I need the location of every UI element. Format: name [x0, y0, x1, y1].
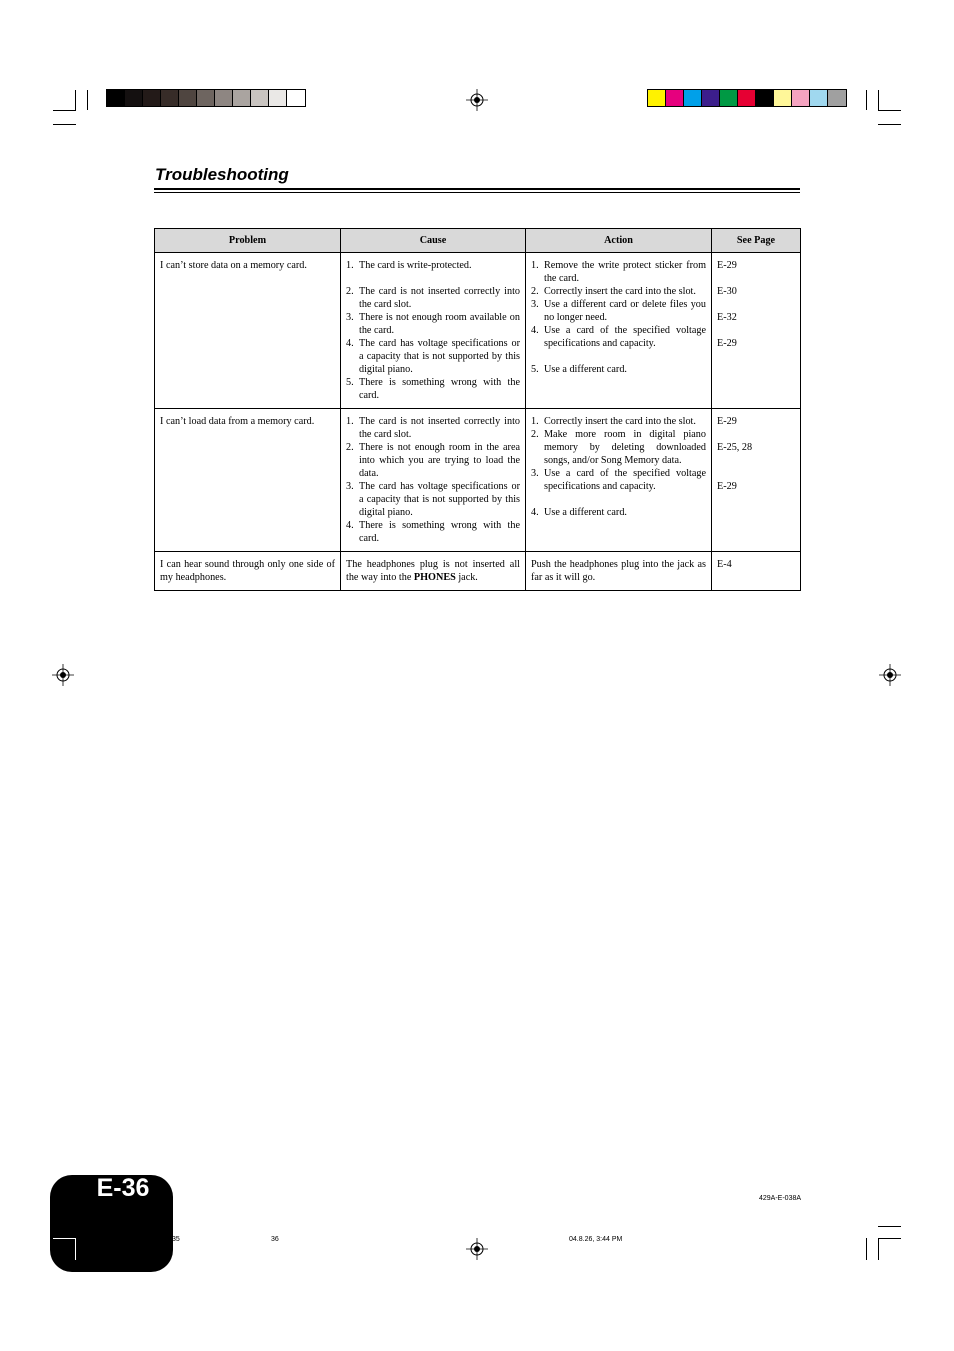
color-swatch	[197, 90, 215, 106]
column-header-action: Action	[526, 229, 712, 253]
cmyk-color-bar	[647, 89, 847, 107]
color-swatch	[756, 90, 774, 106]
list-item: 3. The card has voltage specifications or a capacity that is not supported by this digital piano.	[346, 481, 520, 518]
list-item: 1. The card is write-protected.	[346, 260, 472, 271]
color-swatch	[702, 90, 720, 106]
crop-mark	[87, 90, 88, 110]
color-swatch	[251, 90, 269, 106]
registration-mark-icon	[52, 664, 74, 686]
print-file-fragment: 35	[172, 1236, 180, 1243]
list-item: 4. The card has voltage specifications or a capacity that is not supported by this digital piano.	[346, 338, 520, 375]
action-cell	[526, 253, 712, 409]
list-item: 1. Remove the write protect sticker from the card.	[531, 260, 706, 284]
table-row	[155, 552, 801, 591]
color-swatch	[179, 90, 197, 106]
crop-mark	[53, 110, 76, 111]
document-code: 429A-E-038A	[759, 1195, 802, 1202]
crop-mark	[75, 90, 76, 110]
action-cell	[526, 409, 712, 552]
color-swatch	[720, 90, 738, 106]
registration-mark-icon	[466, 89, 488, 111]
page-reference: E-25, 28	[717, 442, 753, 453]
crop-mark	[53, 1238, 76, 1239]
crop-mark	[75, 1238, 76, 1260]
heading-rule	[154, 188, 800, 190]
list-item: 2. There is not enough room in the area into which you are trying to load the data.	[346, 442, 520, 479]
page-number: E-36	[96, 1174, 150, 1202]
see-page-cell	[712, 409, 801, 552]
grayscale-color-bar	[106, 89, 306, 107]
list-item: 5. There is something wrong with the card.	[346, 377, 520, 401]
table-row	[155, 253, 801, 409]
color-swatch	[125, 90, 143, 106]
list-item: 2. Make more room in digital piano memory by deleting downloaded songs, and/or Song Memory data.	[531, 429, 706, 466]
list-item: 1. The card is not inserted correctly into the card slot.	[346, 416, 520, 440]
color-swatch	[143, 90, 161, 106]
color-swatch	[107, 90, 125, 106]
action-cell: Push the headphones plug into the jack as far as it will go.	[526, 552, 712, 591]
crop-mark	[53, 124, 76, 125]
crop-mark	[866, 1238, 867, 1260]
action-list	[531, 415, 706, 519]
column-header-cause: Cause	[341, 229, 526, 253]
table-row	[155, 409, 801, 552]
problem-cell: I can hear sound through only one side of my headphones.	[155, 552, 341, 591]
list-item: 2. The card is not inserted correctly into the card slot.	[346, 286, 520, 310]
crop-mark	[878, 124, 901, 125]
registration-mark-icon	[879, 664, 901, 686]
cause-list	[346, 415, 520, 545]
problem-cell: I can’t store data on a memory card.	[155, 253, 341, 409]
problem-cell: I can’t load data from a memory card.	[155, 409, 341, 552]
crop-mark	[878, 1238, 901, 1239]
page-reference: E-29	[717, 481, 737, 492]
table-header-row	[155, 229, 801, 253]
heading-rule	[154, 192, 800, 193]
list-item: 4. There is something wrong with the card.	[346, 520, 520, 544]
color-swatch	[666, 90, 684, 106]
color-swatch	[828, 90, 846, 106]
cause-cell	[341, 409, 526, 552]
color-swatch	[738, 90, 756, 106]
page-reference: E-29	[717, 338, 737, 349]
troubleshooting-table	[154, 228, 801, 591]
list-item: 3. There is not enough room available on the card.	[346, 312, 520, 336]
column-header-problem: Problem	[155, 229, 341, 253]
list-item: 3. Use a different card or delete files you no longer need.	[531, 299, 706, 323]
list-item: 1. Correctly insert the card into the slot.	[531, 416, 696, 427]
list-item: 2. Correctly insert the card into the slot.	[531, 286, 696, 297]
color-swatch	[648, 90, 666, 106]
crop-mark	[878, 110, 901, 111]
color-swatch	[684, 90, 702, 106]
color-swatch	[810, 90, 828, 106]
registration-mark-icon	[466, 1238, 488, 1260]
page-reference: E-32	[717, 312, 737, 323]
action-list	[531, 259, 706, 376]
cause-cell	[341, 253, 526, 409]
crop-mark	[878, 1226, 901, 1227]
list-item: 5. Use a different card.	[531, 364, 627, 375]
color-swatch	[161, 90, 179, 106]
page-reference: E-29	[717, 260, 737, 271]
jack-name: PHONES	[413, 572, 456, 583]
crop-mark	[866, 90, 867, 110]
print-timestamp: 04.8.26, 3:44 PM	[569, 1236, 623, 1243]
color-swatch	[269, 90, 287, 106]
color-swatch	[287, 90, 305, 106]
column-header-see-page: See Page	[712, 229, 801, 253]
crop-mark	[878, 1238, 879, 1260]
page-reference: E-4	[717, 559, 732, 570]
list-item: 4. Use a card of the specified voltage specifications and capacity.	[531, 325, 706, 349]
list-item: 4. Use a different card.	[531, 507, 627, 518]
section-title: Troubleshooting	[155, 165, 289, 184]
color-swatch	[774, 90, 792, 106]
color-swatch	[233, 90, 251, 106]
cause-list	[346, 259, 520, 402]
see-page-cell	[712, 253, 801, 409]
page-reference: E-29	[717, 416, 737, 427]
print-page: 36	[271, 1236, 279, 1243]
list-item: 3. Use a card of the specified voltage specifications and capacity.	[531, 468, 706, 492]
cause-cell: The headphones plug is not inserted all the way into the PHONES jack.	[341, 552, 526, 591]
see-page-cell	[712, 552, 801, 591]
color-swatch	[792, 90, 810, 106]
page-reference: E-30	[717, 286, 737, 297]
color-swatch	[215, 90, 233, 106]
crop-mark	[878, 90, 879, 110]
